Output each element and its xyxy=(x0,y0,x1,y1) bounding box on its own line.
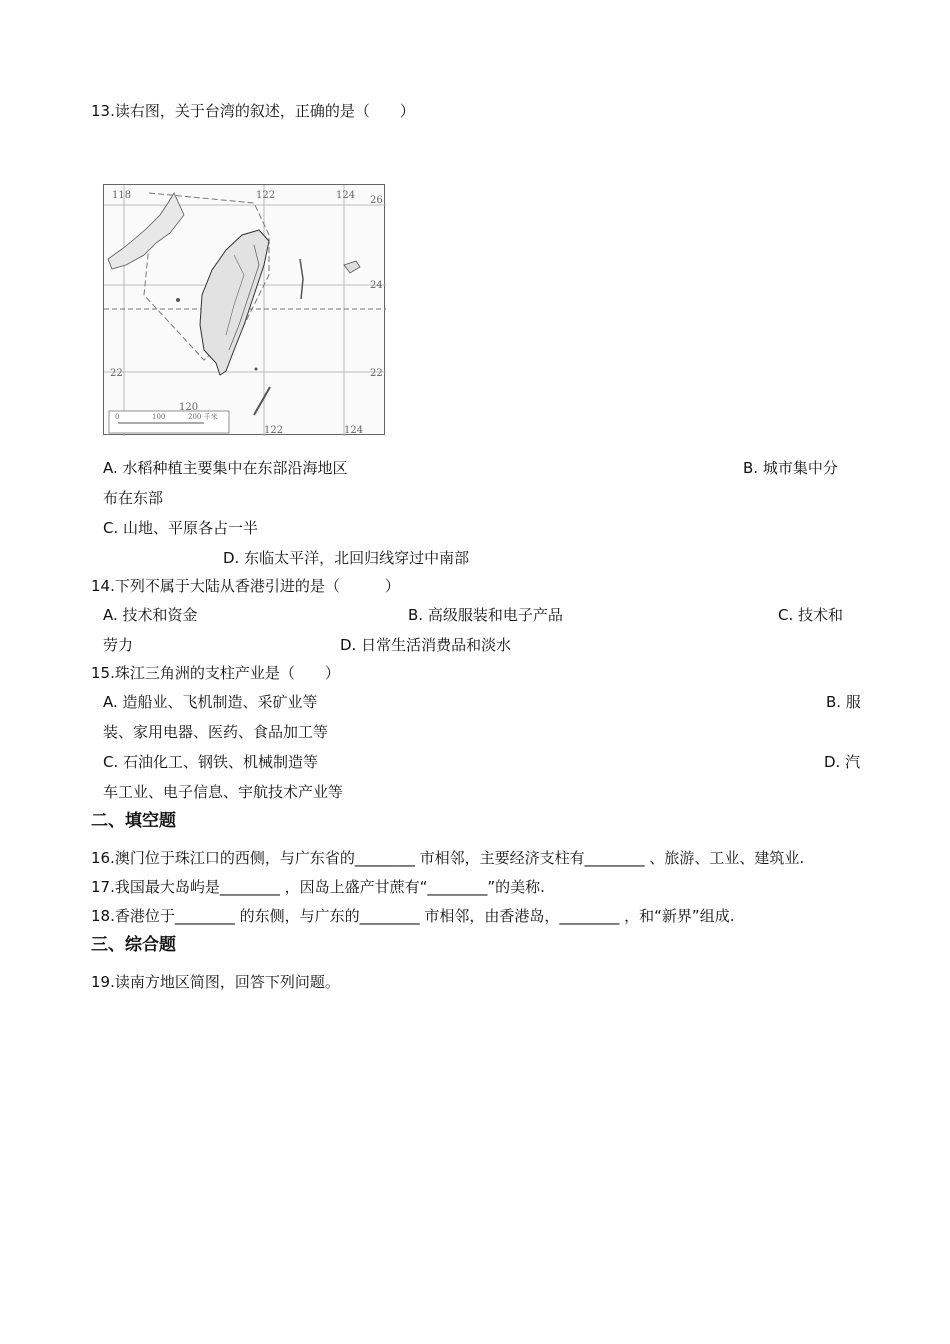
lon-label-120: 120 xyxy=(179,402,199,413)
q13-option-a: A. 水稻种植主要集中在东部沿海地区 xyxy=(103,459,348,477)
q15-option-d-cont: 车工业、电子信息、宇航技术产业等 xyxy=(103,783,344,801)
lon-label-122-top: 122 xyxy=(256,190,276,201)
lon-label-118: 118 xyxy=(112,190,132,201)
section-comprehensive-title: 三、综合题 xyxy=(91,935,176,955)
q14-option-c: C. 技术和 xyxy=(778,606,844,624)
lat-label-26: 26 xyxy=(370,195,383,206)
section-fill-in-title: 二、填空题 xyxy=(91,811,176,831)
lat-label-22-left: 22 xyxy=(110,368,123,379)
q14-option-d: D. 日常生活消费品和淡水 xyxy=(340,636,512,654)
q15-option-b: B. 服 xyxy=(826,693,861,711)
q14-stem: 14.下列不属于大陆从香港引进的是（ ） xyxy=(91,577,400,595)
taiwan-map xyxy=(103,184,385,435)
q13-option-b-cont: 布在东部 xyxy=(103,489,164,507)
q13-option-c: C. 山地、平原各占一半 xyxy=(103,519,259,537)
q13-stem: 13.读右图，关于台湾的叙述，正确的是（ ） xyxy=(91,102,415,120)
q16-text: 16.澳门位于珠江口的西侧，与广东省的________ 市相邻，主要经济支柱有________ 、旅游、工业、建筑业. xyxy=(91,849,805,867)
q15-option-d: D. 汽 xyxy=(824,753,861,771)
q18-text: 18.香港位于________ 的东侧，与广东的________ 市相邻，由香港岛，________ ，和“新界”组成. xyxy=(91,907,735,925)
q14-option-b: B. 高级服装和电子产品 xyxy=(408,606,563,624)
q14-option-a: A. 技术和资金 xyxy=(103,606,198,624)
scale-label-100: 100 xyxy=(152,413,166,421)
lon-label-124-top: 124 xyxy=(336,190,356,201)
q15-option-b-cont: 装、家用电器、医药、食品加工等 xyxy=(103,723,329,741)
q13-option-b: B. 城市集中分 xyxy=(743,459,838,477)
lon-label-122-bottom: 122 xyxy=(264,425,284,436)
q15-option-c: C. 石油化工、钢铁、机械制造等 xyxy=(103,753,319,771)
lon-label-124-bottom: 124 xyxy=(344,425,364,436)
q17-text: 17.我国最大岛屿是________ ，因岛上盛产甘蔗有“________”的美称. xyxy=(91,878,545,896)
q15-stem: 15.珠江三角洲的支柱产业是（ ） xyxy=(91,664,340,682)
lat-label-24: 24 xyxy=(370,280,383,291)
q14-option-c-cont: 劳力 xyxy=(103,636,134,654)
scale-label-0: 0 xyxy=(115,413,120,421)
q15-option-a: A. 造船业、飞机制造、采矿业等 xyxy=(103,693,318,711)
q19-text: 19.读南方地区简图，回答下列问题。 xyxy=(91,973,340,991)
q13-option-d: D. 东临太平洋，北回归线穿过中南部 xyxy=(223,549,470,567)
scale-label-200: 200 千米 xyxy=(188,413,218,421)
lat-label-22-right: 22 xyxy=(370,368,383,379)
